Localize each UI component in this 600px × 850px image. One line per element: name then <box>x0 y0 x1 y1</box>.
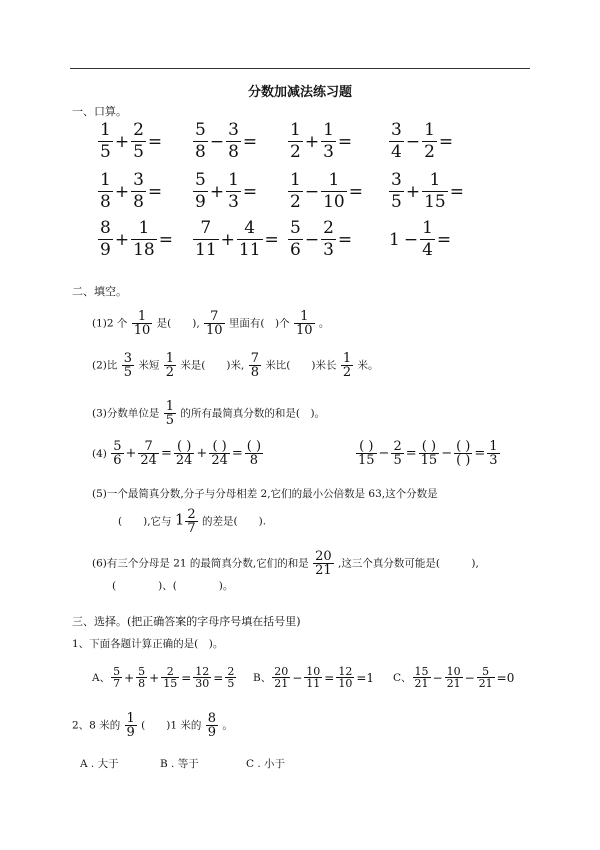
choice-q1-option-a: A、 $\frac{5}{7}$ + $\frac{5}{8}$ + $\frac{2}{15}$ = $\frac{12}{30}$ = $\frac{2}{5}$ <box>92 665 235 690</box>
choice-q2-option-b: B . 等于 <box>160 758 199 770</box>
choice-q2-stem: 2、8 米的 $\frac{1}{9}$ ( )1 米的 $\frac{8}{9}$ 。 <box>72 711 233 740</box>
fraction: $\frac{2}{5}$ <box>227 665 235 690</box>
fill-q5-line2: ( ),它与 1 $\frac{2}{7}$ 的差是( ). <box>118 507 267 536</box>
choice-q1-stem: 1、下面各题计算正确的是( )。 <box>72 638 224 650</box>
oral-item: $\frac{5}{6}$ − $\frac{2}{3}$ = <box>290 218 353 260</box>
fraction: $\frac{4}{11}$ <box>238 218 261 260</box>
fill-q2: (2)比 $\frac{3}{5}$ 米短 $\frac{1}{2}$ 米是( )米, $\frac{7}{8}$ 米比( )米长 $\frac{1}{2}$ 米。 <box>92 351 379 380</box>
fraction: $\frac{7}{24}$ <box>140 439 157 468</box>
fraction: $\frac{1}{15}$ <box>424 170 446 212</box>
fraction: $\frac{3}{4}$ <box>391 120 402 162</box>
fraction: $\frac{5}{6}$ <box>290 218 301 260</box>
section-3-heading: 三、选择。(把正确答案的字母序号填在括号里) <box>72 615 301 628</box>
fraction: $\frac{1}{3}$ <box>489 439 498 468</box>
fraction: $\frac{7}{11}$ <box>195 218 217 260</box>
fraction: $\frac{1}{8}$ <box>100 170 111 212</box>
fill-q3: (3)分数单位是 $\frac{1}{5}$ 的所有最简真分数的和是( )。 <box>92 399 326 428</box>
oral-item: $\frac{1}{2}$ − $\frac{1}{10}$ = <box>290 170 363 212</box>
fraction: $\frac{12}{30}$ <box>195 665 210 690</box>
fraction: $\frac{8}{9}$ <box>100 218 111 260</box>
oral-item: $\frac{7}{11}$ + $\frac{4}{11}$ = <box>195 218 279 260</box>
fraction: $\frac{20}{21}$ <box>315 549 332 578</box>
fraction: $\frac{5}{8}$ <box>138 665 146 690</box>
fraction: $\frac{1}{10}$ <box>323 170 345 212</box>
choice-q2-option-c: C . 小于 <box>246 758 286 770</box>
choice-q1-option-c: C、 $\frac{15}{21}$ − $\frac{10}{21}$ − $\frac{5}{21}$ =0 <box>393 665 515 690</box>
oral-item: $\frac{1}{8}$ + $\frac{3}{8}$ = <box>100 170 163 212</box>
fraction: $\frac{5}{9}$ <box>195 170 206 212</box>
header-rule <box>70 68 530 69</box>
oral-item: $\frac{3}{5}$ + $\frac{1}{15}$ = <box>391 170 464 212</box>
fraction: $\frac{1}{5}$ <box>165 399 174 428</box>
fraction: $\frac{1}{2}$ <box>424 120 435 162</box>
fraction: $\frac{1}{4}$ <box>422 218 433 260</box>
oral-item: 1 − $\frac{1}{4}$ = <box>389 218 452 260</box>
blank-fraction: $\frac{( )}{15}$ <box>420 439 438 468</box>
fraction: $\frac{1}{2}$ <box>342 351 352 380</box>
fraction: $\frac{10}{21}$ <box>446 665 461 690</box>
oral-item: $\frac{1}{2}$ + $\frac{1}{3}$ = <box>290 120 353 162</box>
fraction: $\frac{1}{10}$ <box>295 309 313 338</box>
oral-item: $\frac{5}{8}$ − $\frac{3}{8}$ = <box>195 120 258 162</box>
fraction: $\frac{20}{21}$ <box>274 665 289 690</box>
fraction: $\frac{1}{5}$ <box>100 120 111 162</box>
fill-q6-line2: ( )、( )。 <box>112 580 234 592</box>
page-title: 分数加减法练习题 <box>247 85 352 100</box>
fill-q6-line1: (6)有三个分母是 21 的最简真分数,它们的和是 $\frac{20}{21}$ ,这三个真分数可能是( ), <box>92 549 479 578</box>
blank-fraction: $\frac{( )}{( )}$ <box>456 439 471 468</box>
fraction: $\frac{3}{5}$ <box>123 351 132 380</box>
section-2-heading: 二、填空。 <box>72 285 127 298</box>
choice-q2-option-a: A . 大于 <box>80 758 119 770</box>
fill-q5-line1: (5)一个最简真分数,分子与分母相差 2,它们的最小公倍数是 63,这个分数是 <box>92 488 438 500</box>
fraction: $\frac{10}{11}$ <box>306 665 321 690</box>
fraction: $\frac{8}{9}$ <box>207 711 217 740</box>
fill-q4-right: $\frac{( )}{15}$ − $\frac{2}{5}$ = $\frac{( )}{15}$ − $\frac{( )}{( )}$ = $\frac{1}{3}$ <box>358 439 498 468</box>
fraction: $\frac{1}{10}$ <box>133 309 151 338</box>
fraction: $\frac{3}{8}$ <box>228 120 239 162</box>
fraction: $\frac{5}{6}$ <box>113 439 122 468</box>
oral-item: $\frac{3}{4}$ − $\frac{1}{2}$ = <box>391 120 454 162</box>
fraction: $\frac{1}{9}$ <box>126 711 135 740</box>
fraction: $\frac{1}{3}$ <box>228 170 239 212</box>
choice-q1-option-b: B、 $\frac{20}{21}$ − $\frac{10}{11}$ = $\frac{12}{10}$ =1 <box>253 665 375 690</box>
blank-fraction: $\frac{( )}{8}$ <box>246 439 262 468</box>
oral-item: $\frac{1}{5}$ + $\frac{2}{5}$ = <box>100 120 163 162</box>
fraction: $\frac{2}{5}$ <box>393 439 402 468</box>
fill-q4-left: (4) $\frac{5}{6}$ + $\frac{7}{24}$ = $\frac{( )}{24}$ + $\frac{( )}{24}$ = $\frac{( )}{8}$ <box>92 439 262 468</box>
fraction: $\frac{5}{21}$ <box>478 665 493 690</box>
fraction: $\frac{12}{10}$ <box>338 665 353 690</box>
oral-item: $\frac{5}{9}$ + $\frac{1}{3}$ = <box>195 170 258 212</box>
blank-fraction: $\frac{( )}{15}$ <box>358 439 375 468</box>
fraction: $\frac{2}{5}$ <box>133 120 144 162</box>
fraction: $\frac{1}{18}$ <box>133 218 155 260</box>
fraction: $\frac{2}{3}$ <box>323 218 334 260</box>
section-1-heading: 一、口算。 <box>72 105 127 118</box>
fraction: $\frac{1}{3}$ <box>323 120 334 162</box>
oral-item: $\frac{8}{9}$ + $\frac{1}{18}$ = <box>100 218 173 260</box>
blank-fraction: $\frac{( )}{24}$ <box>175 439 193 468</box>
fraction: $\frac{1}{2}$ <box>290 120 301 162</box>
fraction: $\frac{2}{15}$ <box>163 665 178 690</box>
fraction: $\frac{1}{2}$ <box>165 351 174 380</box>
fraction: $\frac{5}{8}$ <box>195 120 206 162</box>
fraction: $\frac{15}{21}$ <box>414 665 429 690</box>
blank-fraction: $\frac{( )}{24}$ <box>211 439 228 468</box>
fraction: $\frac{1}{2}$ <box>290 170 301 212</box>
fill-q1: (1)2 个 $\frac{1}{10}$ 是( ), $\frac{7}{10}$ 里面有( )个 $\frac{1}{10}$ 。 <box>92 309 330 338</box>
fraction: $\frac{2}{7}$ <box>187 507 196 536</box>
fraction: $\frac{7}{10}$ <box>206 309 223 338</box>
fraction: $\frac{3}{8}$ <box>133 170 144 212</box>
fraction: $\frac{3}{5}$ <box>391 170 402 212</box>
fraction: $\frac{7}{8}$ <box>250 351 259 380</box>
fraction: $\frac{5}{7}$ <box>113 665 121 690</box>
